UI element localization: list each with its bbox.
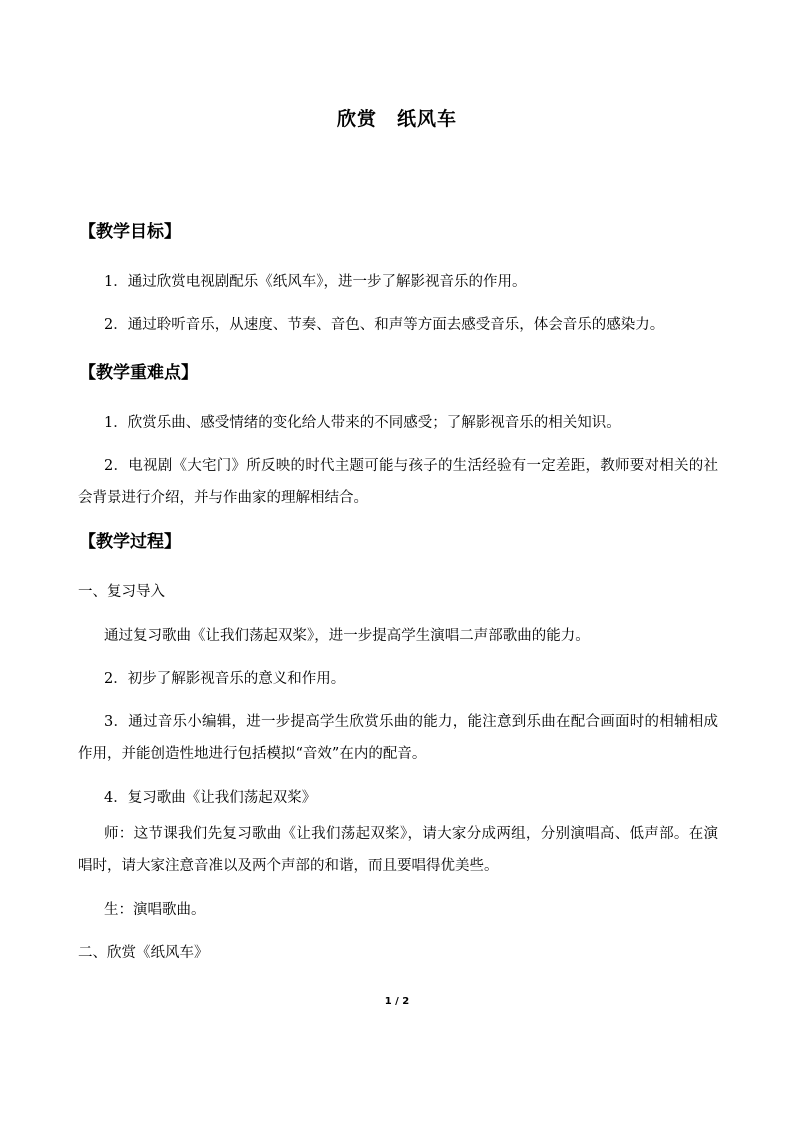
part1-paragraph: 2．初步了解影视音乐的意义和作用。 [104, 671, 346, 687]
key-points-heading: 【教学重难点】 [79, 363, 198, 383]
title-part-1: 欣赏 [336, 108, 377, 130]
process-heading: 【教学过程】 [79, 532, 181, 552]
document-title [0, 104, 794, 131]
goal-item: 1．通过欣赏电视剧配乐《纸风车》，进一步了解影视音乐的作用。 [104, 274, 527, 290]
part1-paragraph: 4．复习歌曲《让我们荡起双桨》 [104, 790, 317, 806]
part1-paragraph: 师：这节课我们先复习歌曲《让我们荡起双桨》，请大家分成两组，分别演唱高、低声部。在演唱时，请大家注意音准以及两个声部的和谐，而且要唱得优美些。 [78, 826, 718, 874]
goal-item: 2．通过聆听音乐，从速度、节奏、音色、和声等方面去感受音乐，体会音乐的感染力。 [104, 317, 665, 333]
part1-paragraph: 3．通过音乐小编辑，进一步提高学生欣赏乐曲的能力，能注意到乐曲在配合画面时的相辅相成作用，并能创造性地进行包括模拟“音效”在内的配音。 [78, 714, 718, 762]
key-point-item: 1．欣赏乐曲、感受情绪的变化给人带来的不同感受；了解影视音乐的相关知识。 [104, 415, 621, 431]
key-point-item: 2．电视剧《大宅门》所反映的时代主题可能与孩子的生活经验有一定差距，教师要对相关的社会背景进行介绍，并与作曲家的理解相结合。 [78, 458, 718, 506]
part1-paragraph: 生：演唱歌曲。 [104, 902, 206, 918]
part2-title: 二、欣赏《纸风车》 [78, 945, 209, 961]
page-number: 1 / 2 [384, 996, 410, 1007]
part1-paragraph: 通过复习歌曲《让我们荡起双桨》，进一步提高学生演唱二声部歌曲的能力。 [104, 628, 590, 644]
goals-heading: 【教学目标】 [79, 222, 181, 242]
part1-title: 一、复习导入 [78, 584, 165, 600]
title-part-2: 纸风车 [397, 108, 458, 130]
